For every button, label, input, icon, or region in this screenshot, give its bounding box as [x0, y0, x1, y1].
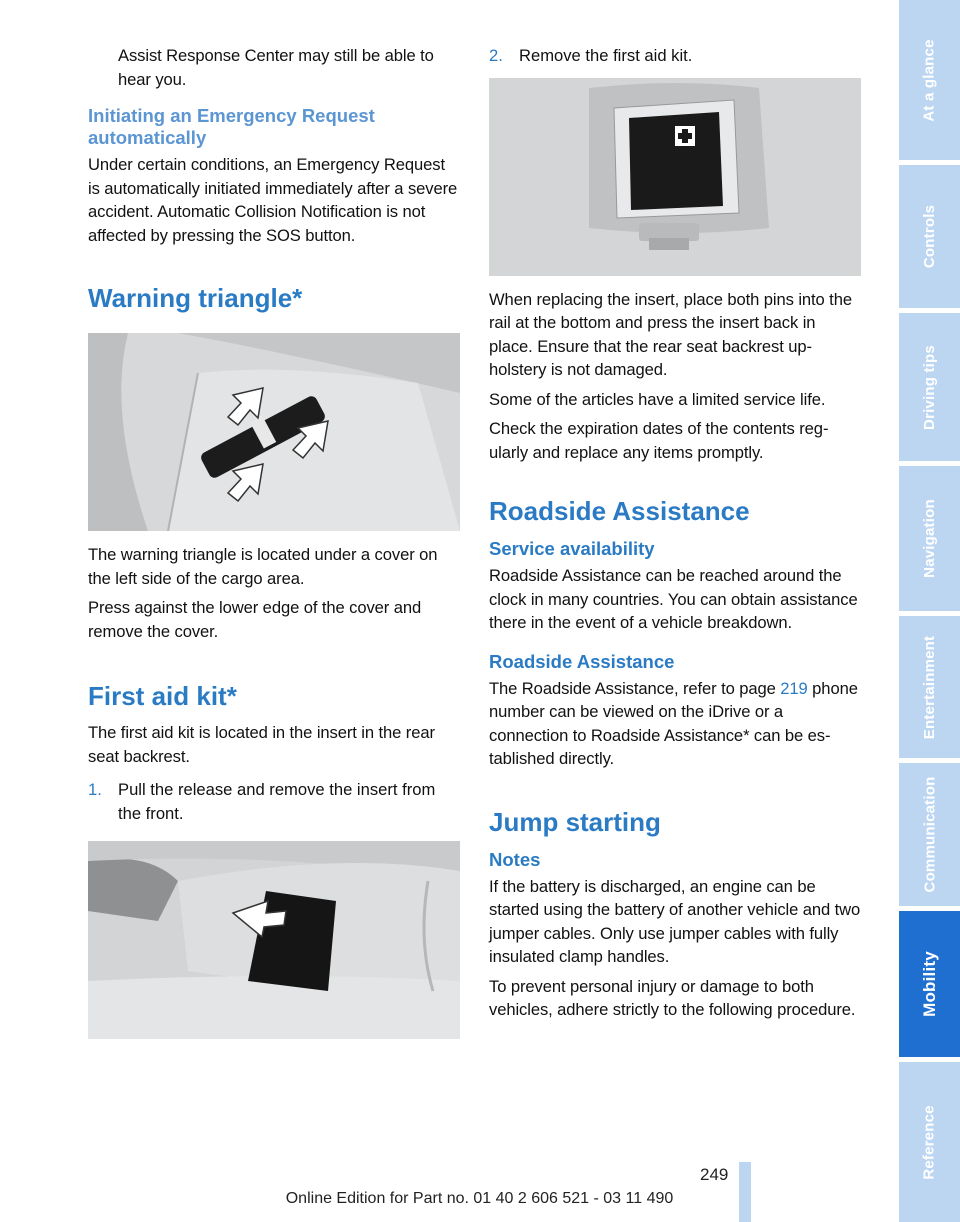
paragraph-warning-remove: Press against the lower edge of the cover and remove the cover.	[88, 598, 422, 641]
left-column	[88, 44, 460, 1039]
paragraph-notes-2: To prevent personal injury or damage to both vehicles, adhere strictly to the following procedure.	[489, 976, 856, 1019]
step-2-text: Remove the first aid kit.	[519, 46, 693, 65]
page-219-link[interactable]: 219	[780, 678, 808, 698]
warning-triangle-photo	[88, 333, 460, 531]
paragraph-replace-insert: When replacing the insert, place both pins into the rail at the bottom and press the insert back in place. Ensure that the rear seat backrest upholstery is not damaged.	[489, 289, 852, 379]
paragraph-roadside	[489, 677, 861, 771]
tab-communication-label: Communication	[921, 776, 938, 893]
heading-roadside-assistance: Roadside Assistance	[489, 496, 750, 526]
paragraph-warning-location: The warning triangle is located under a cover on the left side of the cargo area.	[88, 545, 438, 588]
step-1-number: 1.	[88, 780, 102, 799]
paragraph-notes-1: If the battery is discharged, an engine can be started using the battery of another vehicle and two jumper cables. Only use jumper cables with fully insulated clamp handles.	[489, 876, 861, 966]
heading-jump-starting: Jump starting	[489, 806, 661, 837]
tab-mobility[interactable]	[899, 911, 960, 1057]
heading-roadside-assistance-sub: Roadside Assistance	[489, 650, 675, 672]
rear-seat-insert-photo	[88, 841, 460, 1039]
step-2	[489, 44, 861, 68]
step-2-number: 2.	[489, 46, 503, 65]
tab-driving-tips[interactable]	[899, 313, 960, 461]
right-column	[489, 44, 861, 1028]
roadside-text-b: phone number can be viewed on the iDrive or a connection to Roadside Assistance* can be established directly.	[489, 678, 858, 768]
tab-reference[interactable]	[899, 1062, 960, 1222]
heading-first-aid-kit: First aid kit*	[88, 681, 237, 711]
heading-warning-triangle: Warning triangle*	[88, 283, 303, 313]
continued-text: Assist Response Center may still be able to hear you.	[118, 46, 434, 89]
tab-driving-tips-label: Driving tips	[921, 344, 939, 430]
tab-at-a-glance[interactable]	[899, 0, 960, 160]
section-tab-bar	[899, 0, 960, 1222]
heading-notes: Notes	[489, 848, 541, 870]
tab-mobility-label: Mobility	[919, 951, 939, 1017]
heading-emergency-request: Initiating an Emergency Request automatically	[88, 105, 375, 148]
paragraph-check-expiration: Check the expiration dates of the contents regularly and replace any items promptly.	[489, 419, 829, 462]
footer-edition: Online Edition for Part no. 01 40 2 606 521 - 03 11 490	[285, 1190, 674, 1207]
paragraph-first-aid: The first aid kit is located in the insert in the rear seat backrest.	[88, 723, 435, 766]
tab-entertainment-label: Entertainment	[921, 635, 939, 739]
roadside-text-a: The Roadside Assistance, refer to page	[489, 678, 781, 698]
tab-reference-label: Reference	[921, 1104, 938, 1180]
paragraph-service-availability: Roadside Assistance can be reached around the clock in many countries. You can obtain assistance there in the event of a vehicle breakdown.	[489, 566, 858, 632]
paragraph-service-life: Some of the articles have a limited service life.	[489, 389, 826, 409]
page-number: 249	[700, 1165, 729, 1184]
tab-entertainment[interactable]	[899, 616, 960, 758]
tab-navigation-label: Navigation	[921, 499, 938, 578]
tab-at-a-glance-label: At a glance	[921, 38, 939, 122]
step-1	[88, 778, 460, 825]
step-1-text: Pull the release and remove the insert from the front.	[118, 780, 436, 823]
heading-service-availability: Service availability	[489, 538, 655, 559]
tab-navigation[interactable]	[899, 466, 960, 611]
tab-controls-label: Controls	[921, 204, 939, 269]
first-aid-kit-photo	[489, 78, 861, 276]
tab-controls[interactable]	[899, 165, 960, 308]
tab-communication[interactable]	[899, 763, 960, 906]
paragraph-emergency: Under certain conditions, an Emergency Request is automatically initiated immediately after a severe accident. Automatic Collision Notification is not affected by pressing the SOS button.	[88, 155, 458, 245]
